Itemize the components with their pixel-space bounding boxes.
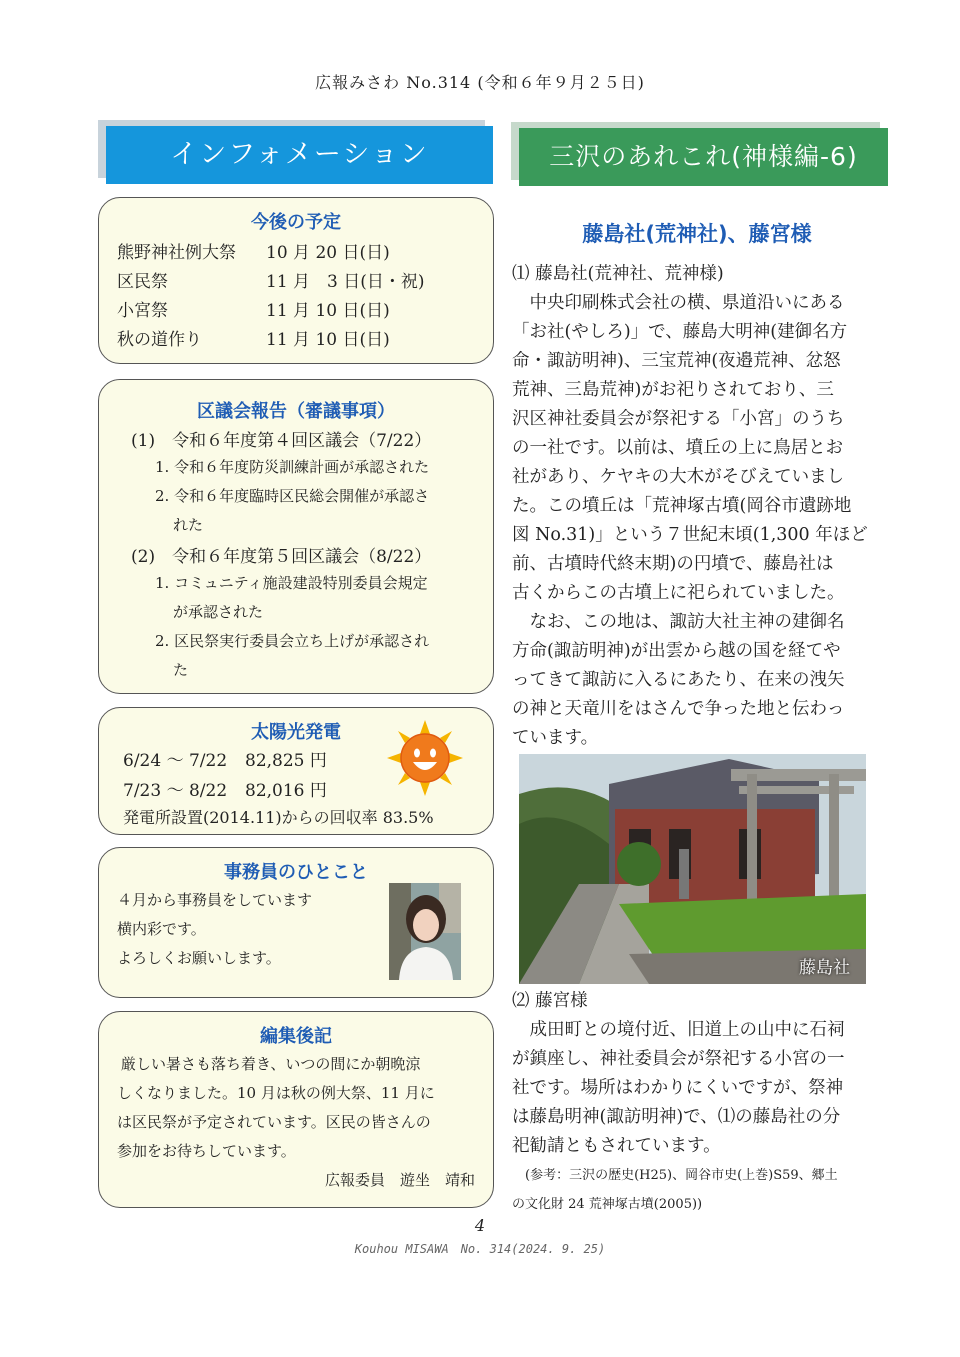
article-line: 前、古墳時代終末期)の円墳で、藤島社は xyxy=(512,554,834,574)
council-title: 区議会報告（審議事項） xyxy=(197,401,395,422)
council-item: 1. 令和６年度防災訓練計画が承認された xyxy=(155,458,430,476)
editorial-title: 編集後記 xyxy=(260,1026,332,1047)
article-line: 方命(諏訪明神)が出雲から越の国を経てや xyxy=(512,641,841,661)
council-item-cont: が承認された xyxy=(173,603,264,621)
section-heading: ⑴ 藤島社(荒神社、荒神様) xyxy=(512,264,724,284)
schedule-event: 熊野神社例大祭 xyxy=(117,243,236,263)
schedule-box xyxy=(98,197,494,364)
schedule-date: 10 月 20 日(日) xyxy=(266,243,390,263)
solar-period: 6/24 ～ 7/22 xyxy=(123,751,228,771)
solar-period: 7/23 ～ 8/22 xyxy=(123,781,228,801)
article-line: の一社です。以前は、墳丘の上に鳥居とお xyxy=(512,438,844,458)
council-item: 1. コミュニティ施設建設特別委員会規定 xyxy=(155,574,428,592)
article-line: 荒神、三島荒神)がお祀りされており、三 xyxy=(512,380,834,400)
council-report-box xyxy=(98,379,494,694)
fujishima-shrine-photo xyxy=(519,754,866,984)
article-line: は藤島明神(諏訪明神)で、⑴の藤島社の分 xyxy=(512,1107,841,1127)
council-session-heading: (1) 令和６年度第４回区議会（7/22） xyxy=(131,431,432,451)
solar-power-box xyxy=(98,707,494,835)
schedule-title: 今後の予定 xyxy=(251,212,341,233)
reference-line: (参考：三沢の歴史(H25)、岡谷市史(上巻)S59、郷土 xyxy=(512,1168,838,1183)
solar-recovery-rate: 発電所設置(2014.11)からの回収率 83.5% xyxy=(123,808,434,827)
information-banner: インフォメーション xyxy=(106,126,493,184)
article-line: 古くからこの古墳上に祀られていました。 xyxy=(512,583,845,603)
schedule-event: 小宮祭 xyxy=(117,301,168,321)
article-line: 社です。場所はわかりにくいですが、祭神 xyxy=(512,1078,844,1098)
council-session-heading: (2) 令和６年度第５回区議会（8/22） xyxy=(131,547,432,567)
editorial-line: は区民祭が予定されています。区民の皆さんの xyxy=(117,1113,431,1131)
page-header: 広報みさわ No.314 (令和６年９月２５日) xyxy=(315,73,645,92)
staff-message-box xyxy=(98,847,494,998)
solar-title: 太陽光発電 xyxy=(251,722,341,743)
staff-message-line: 横内彩です。 xyxy=(117,920,206,938)
council-item-cont: れた xyxy=(173,516,204,534)
article-line: 中央印刷株式会社の横、県道沿いにある xyxy=(512,293,845,313)
council-item-cont: た xyxy=(173,661,189,679)
schedule-date: 11 月 10 日(日) xyxy=(266,301,390,321)
editorial-line: 参加をお待ちしています。 xyxy=(117,1142,296,1160)
footer-publication: Kouhou MISAWA No. 314(2024. 9. 25) xyxy=(354,1242,606,1256)
article-section-2 xyxy=(512,987,884,1219)
staff-message-line: よろしくお願いします。 xyxy=(117,949,281,967)
article-line: 沢区神社委員会が祭祀する「小宮」のうち xyxy=(512,409,845,429)
article-line: 命・諏訪明神)、三宝荒神(夜邉荒神、忿怒 xyxy=(512,351,841,371)
article-line: た。この墳丘は「荒神塚古墳(岡谷市遺跡地 xyxy=(512,496,852,516)
article-line: 祀勧請ともされています。 xyxy=(512,1136,721,1156)
staff-portrait-photo xyxy=(389,883,461,980)
photo-caption: 藤島社 xyxy=(799,958,850,978)
article-line: ってきて諏訪に入るにあたり、在来の洩矢 xyxy=(512,670,845,690)
page-number: 4 xyxy=(474,1216,486,1235)
solar-amount: 82,016 円 xyxy=(245,781,327,801)
article-line: ています。 xyxy=(512,728,599,748)
sun-smiley-icon xyxy=(385,718,465,798)
reference-line: の文化財 24 荒神塚古墳(2005)) xyxy=(512,1197,703,1212)
schedule-event: 秋の道作り xyxy=(117,330,202,350)
council-item: 2. 令和６年度臨時区民総会開催が承認さ xyxy=(155,487,430,505)
solar-amount: 82,825 円 xyxy=(245,751,327,771)
editorial-line: 厳しい暑さも落ち着き、いつの間にか朝晩涼 xyxy=(121,1055,421,1073)
article-line: 社があり、ケヤキの大木がそびえていまし xyxy=(512,467,845,487)
article-line: 図 No.31)」という７世紀末頃(1,300 年ほど xyxy=(512,525,868,545)
section-heading: ⑵ 藤宮様 xyxy=(512,991,588,1011)
article-line: が鎮座し、神社委員会が祭祀する小宮の一 xyxy=(512,1049,845,1069)
misawa-topics-banner: 三沢のあれこれ(神様編-6) xyxy=(519,128,888,186)
council-item: 2. 区民祭実行委員会立ち上げが承認され xyxy=(155,632,430,650)
staff-title: 事務員のひとこと xyxy=(224,862,368,883)
schedule-date: 11 月 3 日(日・祝) xyxy=(266,272,425,292)
staff-message-line: ４月から事務員をしています xyxy=(117,891,313,909)
article-line: の神と天竜川をはさんで争った地と伝わっ xyxy=(512,699,845,719)
editorial-box xyxy=(98,1011,494,1208)
article-title: 藤島社(荒神社)、藤宮様 xyxy=(582,222,812,246)
article-line: 「お社(やしろ)」で、藤島大明神(建御名方 xyxy=(512,322,848,342)
article-line: 成田町との境付近、旧道上の山中に石祠 xyxy=(512,1020,845,1040)
editorial-signature: 広報委員 遊坐 靖和 xyxy=(324,1171,475,1189)
schedule-date: 11 月 10 日(日) xyxy=(266,330,390,350)
article-line: なお、この地は、諏訪大社主神の建御名 xyxy=(512,612,845,632)
article-section-1 xyxy=(512,260,884,753)
schedule-event: 区民祭 xyxy=(117,272,168,292)
editorial-line: しくなりました。10 月は秋の例大祭、11 月に xyxy=(117,1084,435,1102)
